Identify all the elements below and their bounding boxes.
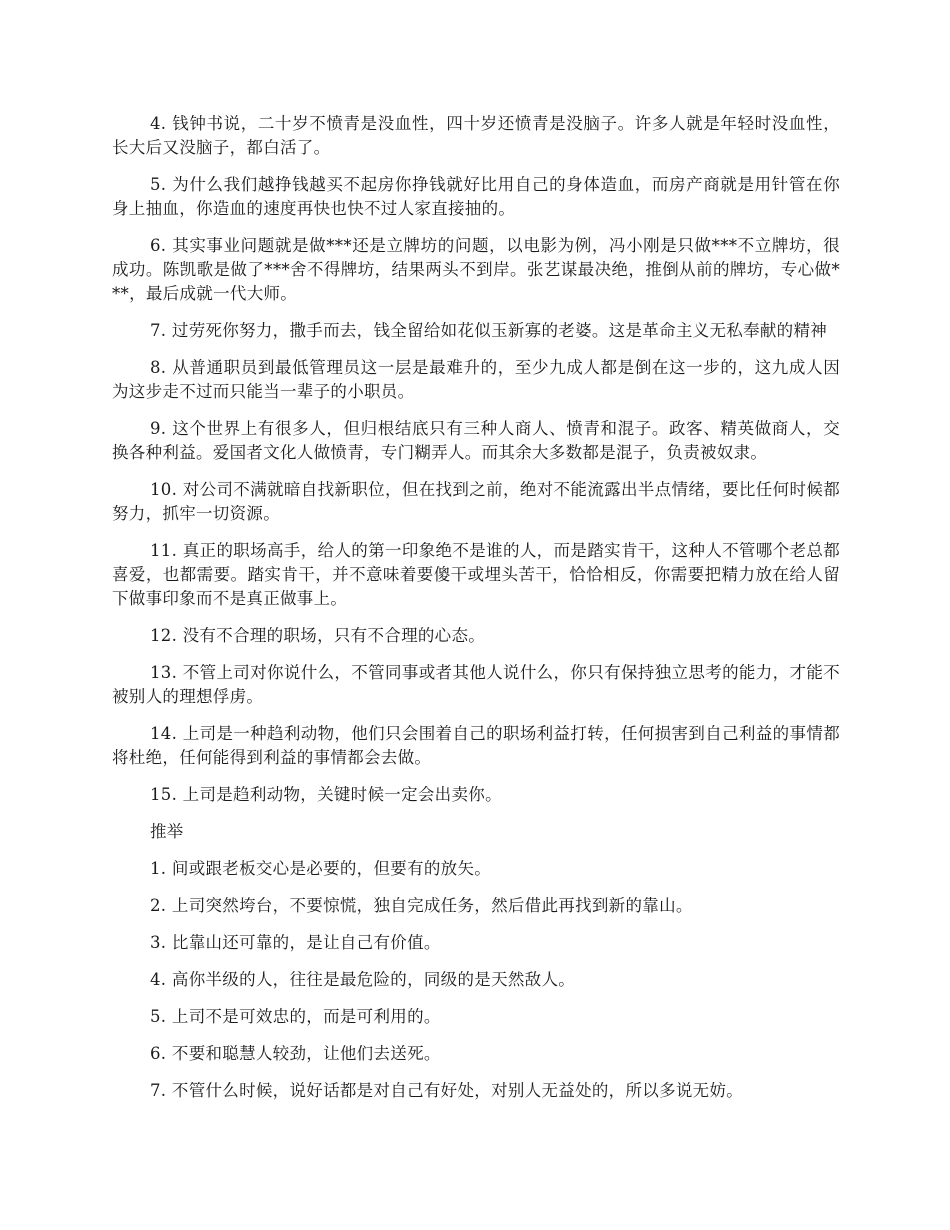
paragraph: 7. 过劳死你努力，撒手而去，钱全留给如花似玉新寡的老婆。这是革命主义无私奉献的精神: [150, 321, 828, 340]
paragraph: 2. 上司突然垮台，不要惊慌，独自完成任务，然后借此再找到新的靠山。: [150, 896, 693, 915]
paragraph: 13. 不管上司对你说什么，不管同事或者其他人说什么，你只有保持独立思考的能力，才能不被别人的理想俘虏。: [112, 663, 840, 706]
paragraph: 6. 不要和聪慧人较劲，让他们去送死。: [150, 1044, 441, 1063]
paragraph: 3. 比靠山还可靠的，是让自己有价值。: [150, 933, 441, 952]
paragraph: 5. 为什么我们越挣钱越买不起房你挣钱就好比用自己的身体造血，而房产商就是用针管在你身上抽血，你造血的速度再快也快不过人家直接抽的。: [112, 175, 840, 218]
paragraph: 11. 真正的职场高手，给人的第一印象绝不是谁的人，而是踏实肯干，这种人不管哪个老总都喜爱，也都需要。踏实肯干，并不意味着要傻干或埋头苦干，恰恰相反，你需要把精力放在给人留下做事印象而不是真正做事上。: [112, 541, 840, 608]
paragraph: 10. 对公司不满就暗自找新职位，但在找到之前，绝对不能流露出半点情绪，要比任何时候都努力，抓牢一切资源。: [112, 480, 840, 523]
paragraph: 6. 其实事业问题就是做***还是立牌坊的问题，以电影为例，冯小刚是只做***不立牌坊，很成功。陈凯歌是做了***舍不得牌坊，结果两头不到岸。张艺谋最决绝，推倒从前的牌坊，专心做***，最后成就一代大师。: [112, 236, 840, 303]
paragraph: 9. 这个世界上有很多人，但归根结底只有三种人商人、愤青和混子。政客、精英做商人，交换各种利益。爱国者文化人做愤青，专门糊弄人。而其余大多数都是混子，负责被奴隶。: [112, 419, 840, 462]
paragraph: 4. 高你半级的人，往往是最危险的，同级的是天然敌人。: [150, 970, 576, 989]
paragraph: 14. 上司是一种趋利动物，他们只会围着自己的职场利益打转，任何损害到自己利益的事情都将杜绝，任何能得到利益的事情都会去做。: [112, 724, 840, 767]
paragraph: 5. 上司不是可效忠的，而是可利用的。: [150, 1007, 441, 1026]
paragraph: 15. 上司是趋利动物，关键时候一定会出卖你。: [150, 785, 502, 804]
section-heading: 推举: [150, 822, 184, 841]
paragraph: 7. 不管什么时候，说好话都是对自己有好处，对别人无益处的，所以多说无妨。: [150, 1081, 744, 1100]
paragraph: 12. 没有不合理的职场，只有不合理的心态。: [150, 626, 486, 645]
paragraph: 8. 从普通职员到最低管理员这一层是最难升的，至少九成人都是倒在这一步的，这九成人因为这步走不过而只能当一辈子的小职员。: [112, 358, 840, 401]
paragraph: 1. 间或跟老板交心是必要的，但要有的放矢。: [150, 859, 492, 878]
paragraph: 4. 钱钟书说，二十岁不愤青是没血性，四十岁还愤青是没脑子。许多人就是年轻时没血性，长大后又没脑子，都白活了。: [112, 114, 840, 157]
